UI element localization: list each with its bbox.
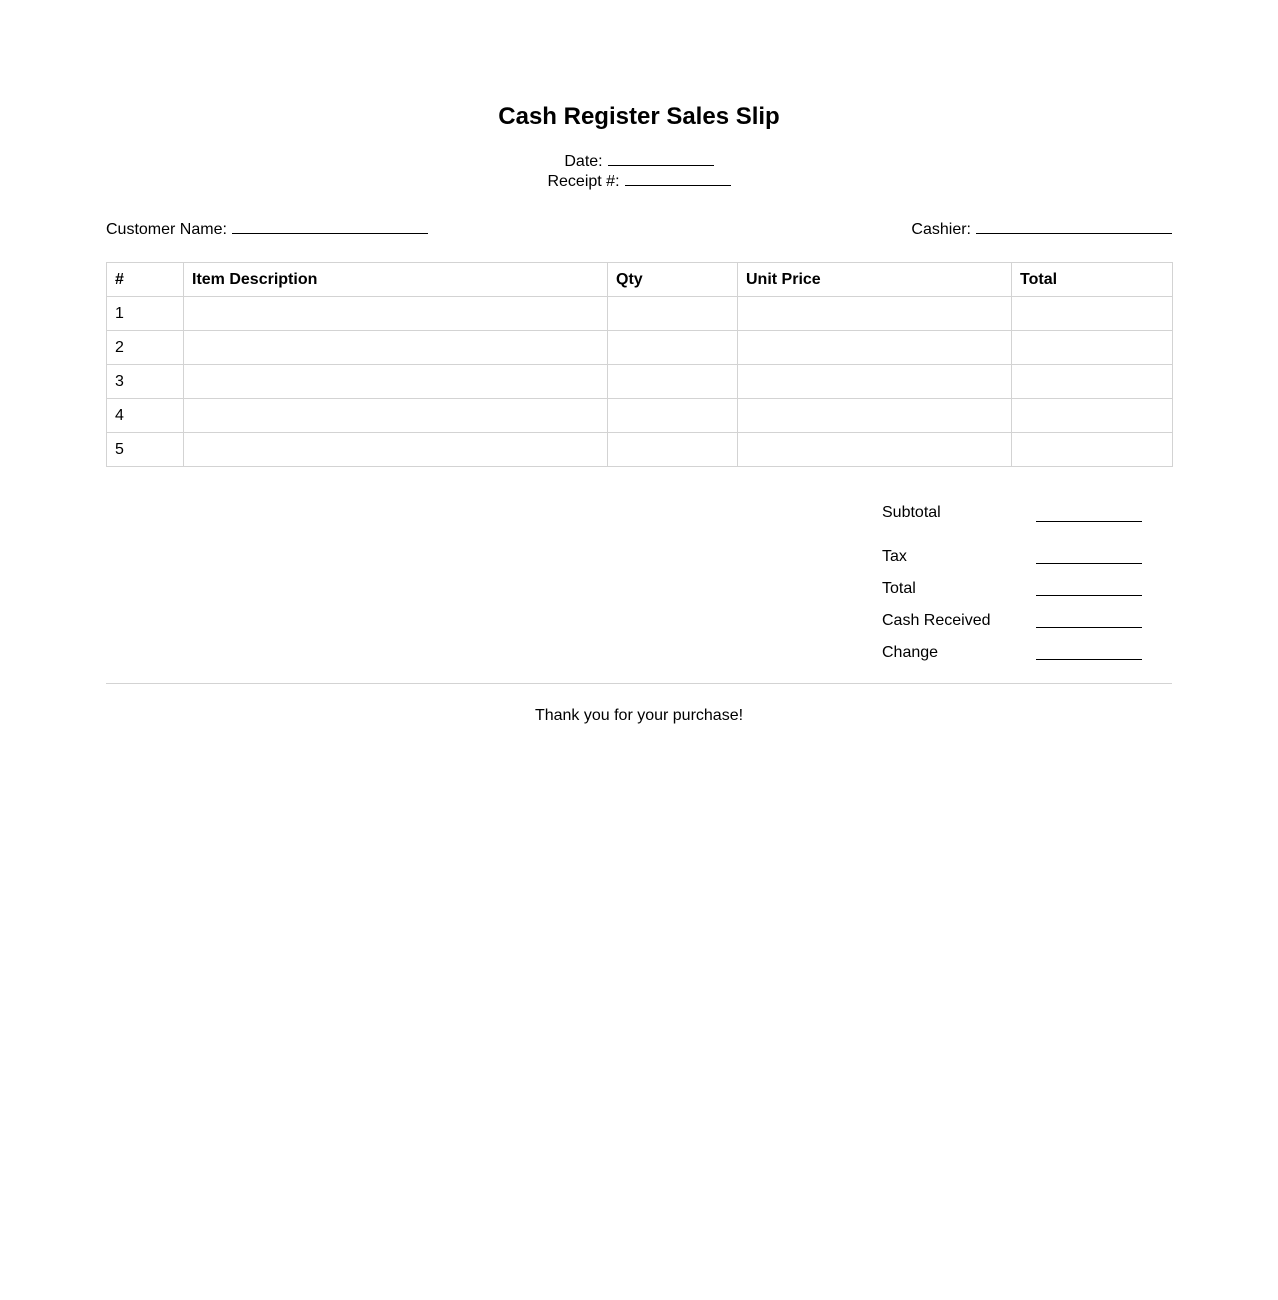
row-number: 1	[107, 297, 184, 331]
item-description-cell[interactable]	[184, 399, 608, 433]
row-number: 3	[107, 365, 184, 399]
table-row	[107, 399, 1173, 433]
cash-received-row	[882, 599, 1142, 631]
total-cell[interactable]	[1012, 399, 1173, 433]
date-label: Date:	[564, 153, 603, 170]
unit-price-cell[interactable]	[738, 365, 1012, 399]
items-table	[106, 262, 1173, 467]
tax-field[interactable]	[1036, 545, 1142, 564]
row-number: 5	[107, 433, 184, 467]
customer-label: Customer Name:	[106, 221, 227, 238]
date-line	[106, 151, 1172, 171]
column-header-qty: Qty	[608, 263, 738, 297]
receipt-line	[106, 171, 1172, 191]
receipt-field[interactable]	[625, 171, 731, 186]
table-row	[107, 365, 1173, 399]
table-header-row	[107, 263, 1173, 297]
qty-cell[interactable]	[608, 433, 738, 467]
subtotal-label: Subtotal	[882, 504, 941, 521]
table-row	[107, 331, 1173, 365]
cashier-line	[911, 219, 1172, 239]
item-description-cell[interactable]	[184, 365, 608, 399]
total-cell[interactable]	[1012, 365, 1173, 399]
total-cell[interactable]	[1012, 331, 1173, 365]
customer-line	[106, 219, 428, 239]
cash-received-label: Cash Received	[882, 612, 991, 629]
qty-cell[interactable]	[608, 399, 738, 433]
qty-cell[interactable]	[608, 365, 738, 399]
footer-divider	[106, 683, 1172, 684]
total-label: Total	[882, 580, 916, 597]
cashier-field[interactable]	[976, 219, 1172, 234]
slip-meta	[106, 151, 1172, 191]
subtotal-row	[882, 503, 1142, 535]
table-row	[107, 433, 1173, 467]
item-description-cell[interactable]	[184, 331, 608, 365]
column-header-description: Item Description	[184, 263, 608, 297]
column-header-unit-price: Unit Price	[738, 263, 1012, 297]
customer-name-field[interactable]	[232, 219, 428, 234]
cash-received-field[interactable]	[1036, 609, 1142, 628]
row-number: 2	[107, 331, 184, 365]
item-description-cell[interactable]	[184, 297, 608, 331]
total-cell[interactable]	[1012, 433, 1173, 467]
unit-price-cell[interactable]	[738, 331, 1012, 365]
receipt-label: Receipt #:	[547, 173, 620, 190]
total-cell[interactable]	[1012, 297, 1173, 331]
unit-price-cell[interactable]	[738, 399, 1012, 433]
thank-you-message: Thank you for your purchase!	[534, 707, 744, 724]
unit-price-cell[interactable]	[738, 297, 1012, 331]
cashier-label: Cashier:	[911, 221, 971, 238]
tax-row	[882, 535, 1142, 567]
parties-row	[106, 219, 1172, 239]
change-row	[882, 631, 1142, 663]
change-field[interactable]	[1036, 641, 1142, 660]
unit-price-cell[interactable]	[738, 433, 1012, 467]
row-number: 4	[107, 399, 184, 433]
total-row	[882, 567, 1142, 599]
date-field[interactable]	[608, 151, 714, 166]
column-header-number: #	[107, 263, 184, 297]
total-field[interactable]	[1036, 577, 1142, 596]
qty-cell[interactable]	[608, 297, 738, 331]
page-title: Cash Register Sales Slip	[498, 103, 780, 130]
column-header-total: Total	[1012, 263, 1173, 297]
change-label: Change	[882, 644, 939, 661]
tax-label: Tax	[882, 548, 907, 565]
totals-section	[882, 503, 1142, 663]
item-description-cell[interactable]	[184, 433, 608, 467]
subtotal-field[interactable]	[1036, 503, 1142, 522]
qty-cell[interactable]	[608, 331, 738, 365]
table-row	[107, 297, 1173, 331]
